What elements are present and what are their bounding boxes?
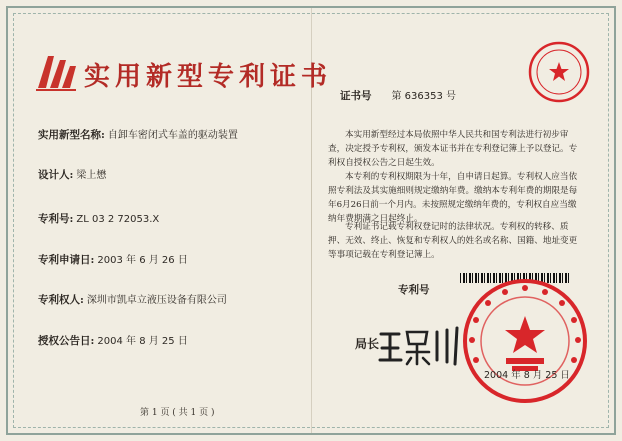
utility-model-name-label: 实用新型名称: [38,129,105,141]
patent-number-row [38,211,159,226]
patentee-value: 深圳市凯卓立液压设备有限公司 [86,295,227,306]
grant-statement-paragraph: 本实用新型经过本局依照中华人民共和国专利法进行初步审查，决定授予专利权，颁发本证书并在专利登记簿上予以登记。专利权自授权公告之日起生效。 [328,130,578,168]
designer-value: 梁上懋 [76,170,107,181]
director-signature-icon [377,322,463,368]
grant-date-value: 2004 年 8 月 25 日 [97,336,188,347]
patent-number-caption: 专利号 [398,284,430,296]
term-statement-paragraph: 本专利的专利权期限为十年，自申请日起算。专利权人应当依照专利法及其实施细则规定缴纳年费。缴纳本专利年费的期限是每年6月26日前一个月内。未按照规定缴纳年费的，专利权自应当缴纳年费期满之日起终止。 [328,172,578,224]
patentee-label: 专利权人: [38,294,84,306]
utility-model-name-value: 自卸车密闭式车盖的驱动装置 [107,130,238,141]
designer-row [38,166,106,182]
sign-date: 2004 年 8 月 25 日 [484,370,570,381]
director-label: 局长 [355,337,380,351]
small-red-seal-icon [527,40,591,104]
filing-date-row [38,251,188,267]
utility-model-name-row [38,126,238,142]
certificate-number-value: 第 636353 号 [391,91,457,102]
patentee-row [38,291,227,307]
filing-date-value: 2003 年 6 月 26 日 [97,255,188,266]
certificate-number-row [340,87,456,103]
patent-number-value: ZL 03 2 72053.X [76,214,160,225]
designer-label: 设计人: [38,169,74,181]
certificate-number-label: 证书号 [340,90,372,102]
grant-date-row [38,332,188,348]
national-seal-icon [462,278,588,404]
grant-date-label: 授权公告日: [38,335,95,347]
page-number: 第 1 页 ( 共 1 页 ) [140,408,215,418]
legal-status-paragraph: 专利证书记载专利权登记时的法律状况。专利权的转移、质押、无效、终止、恢复和专利权人的姓名或名称、国籍、地址变更等事项记载在专利登记簿上。 [328,222,578,260]
patent-office-logo-icon [34,50,78,94]
patent-number-label: 专利号: [38,213,74,225]
filing-date-label: 专利申请日: [38,254,95,266]
certificate-title: 实用新型专利证书 [84,62,333,92]
